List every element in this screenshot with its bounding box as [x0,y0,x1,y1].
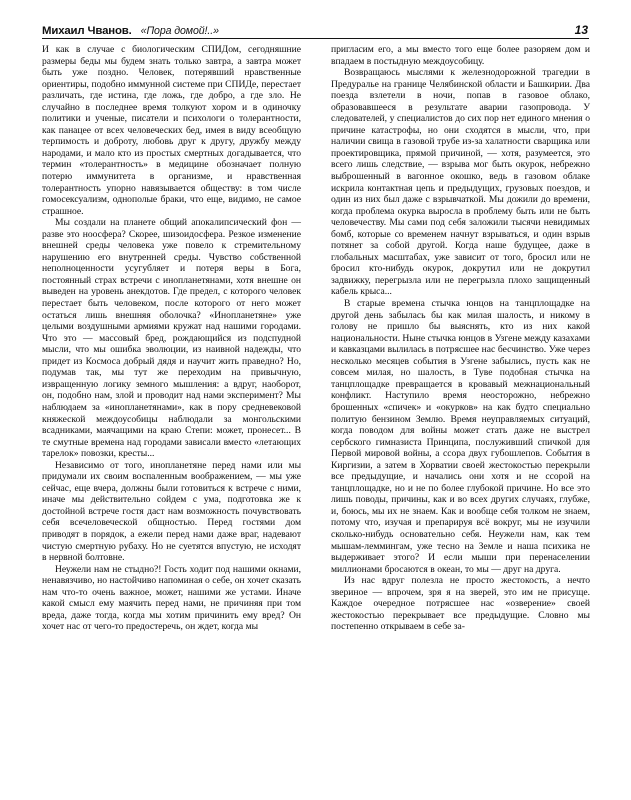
running-head-left [42,25,219,38]
column-right [331,44,590,633]
paragraph: пригласим его, а мы вместо того еще более разоряем дом и впадаем в постыдную междоусобицу. [331,44,590,67]
paragraph: И как в случае с биологическим СПИДом, сегодняшние размеры беды мы будем знать только завтра, а завтра может быть уже поздно. Человек, потерявший нравственные ориентиры, подобно иммунной системе при СПИДе, перестает различать, где истина, где ложь, где добро, а где зло. Не случайно в последнее время толкуют хором и в одиночку политики и ученые, писатели и психологи о толерантности, как панацее от всех человеческих бед, имея в виду всеобщую терпимость и доброту, любовь друг к другу, дружбу между народами, и мало кто из простых смертных догадывается, что термин «толерантность» в медицине обозначает полную потерю иммунитета в организме, и нравственная толерантность упорно навязывается обществу: в том числе гомосексуализм, однополые браки, что еще, видимо, не самое страшное. [42,44,301,217]
running-head-author: Михаил Чванов. [42,25,132,37]
paragraph: В старые времена стычка юнцов на танцплощадке на другой день забылась бы как милая шалость, и никому в голову не пришло бы выяснять, кто из них какой национальности. Ныне стычка юнцов в Узгене между казахами и кавказцами вылилась в потрясшее нас бесчинство. Уже через несколько месяцев события в Узгене забылись, пусть как не совсем милая, но шалость, в Туве подобная стычка на танцплощадке превращается в кровавый межнациональный конфликт. Наступило время неосторожно, небрежно брошенных «спичек» и «окурков» на как будто специально политую бензином Землю. Время неуправляемых ситуаций, когда поводом для войны может стать даже не выстрел сербского гимназиста Принципа, послуживший спичкой для Первой мировой войны, а ссора двух губошлепов. События в Киргизии, а затем в Хорватии своей жестокостью перекрыли все предыдущие, и начались они хотя и не ссорой на танцплощадке, но и не по более глубокой причине. Но все это лишь поводы, причины, как и во всех других случаях, глубже, и, боюсь, мы их не знаем. Как и вообще себя толком не знаем, потому что, изучая и препарируя всё вокруг, мы не изучили сколько-нибудь основательно себя. Неужели нам, как тем мышам-леммингам, уже тесно на Земле и наша психика не выдерживает этого? И если мыши при перенаселении миллионами бросаются в океан, то мы — друг на друга. [331,298,590,575]
running-head [42,18,589,39]
paragraph: Возвращаюсь мыслями к железнодорожной трагедии в Предуралье на границе Челябинской области и Башкирии. Два поезда взлетели в ночи, попав в газовое облако, образовавшееся в результате аварии газопровода. У следователей, у специалистов до сих пор нет единого мнения о причине катастрофы, но они сходятся в мысли, что, при наличии свища в газовой трубе из-за халатности сварщика или проектировщика, прямой причиной, — хотя, разумеется, это всего лишь следствие, — взрыва мог быть окурок, небрежно выброшенный в вагонное окошко, ведь в газовом облаке искрила контактная цепь и предыдущих, грузовых поездов, и один из них был даже с взрывчаткой. Мы дожили до времени, когда проблема окурка выросла в проблему быть или не быть человечеству. Мы сами под себя заложили тысячи невидимых бомб, которые со временем начнут взрываться, и один взрыв потянет за собой другой. Когда наше будущее, даже в глобальных масштабах, уже зависит от того, бросил или не бросил кто-нибудь окурок, докрутил или не докрутил задвижку, перегрызла или не перегрызла плохо защищенный кабель крыса... [331,67,590,298]
body-columns [42,44,590,633]
paragraph: Из нас вдруг полезла не просто жестокость, а нечто звериное — впрочем, зря я на зверей, это им не присуще. Каждое очередное потрясшее нас «озверение» своей жестокостью перекрывает все предыдущие. Словно мы постепенно открываем в себе за- [331,575,590,633]
column-left [42,44,301,633]
paragraph: Мы создали на планете общий апокалипсический фон — разве это ноосфера? Скорее, шизоидосфера. Резкое изменение внешней среды человека уже повело к стремительному нарушению его внутренней среды. Чувство собственной неполноценности усугубляет и потеря веры в Бога, постоянный страх встречи с инопланетянами, хотя внешне он выведен на уровень анекдотов. Где предел, с которого человек перестает быть человеком, после которого от него может остаться лишь внешняя оболочка? «Инопланетяне» уже целыми воздушными армиями кружат над нашими городами. Что это — массовый бред, рождающийся из подспудной мысли, что мы ошибка эволюции, из наивной надежды, что придет из Космоса добрый дядя и научит жить праведно? Но, подумав так, мы тут же переходим на привычную, извращенную логику земного мышления: а вдруг, наоборот, он, подобно нам, злой и проводит над нами эксперимент? Мы наблюдаем за «инопланетянами», как в пору средневековой княжеской междоусобицы наблюдали за монгольскими всадниками, маячащими на краю Степи: может, пронесет... В те смутные времена над городами зависали вместо «летающих тарелок» повозки, кресты... [42,217,301,460]
paragraph: Неужели нам не стыдно?! Гость ходит под нашими окнами, ненавязчиво, но настойчиво напоминая о себе, он хочет сказать нам что-то очень важное, может, нашими же устами. Иначе какой смысл ему маячить перед нами, не причиняя при том вреда, даже тогда, когда мы хотим причинить ему вред? Он хочет нас от чего-то предостеречь, он ждет, когда мы [42,563,301,633]
running-head-work-title: «Пора домой!..» [140,25,219,37]
page-number: 13 [574,23,588,37]
paragraph: Независимо от того, инопланетяне перед нами или мы придумали их своим воспаленным воображением, — мы уже сейчас, еще вчера, должны были готовиться к встрече с ними, иначе мы действительно сойдем с ума, подготовка же к достойной встрече гостя даст нам возможность почувствовать себя всечеловеческой общностью. Перед гостями дом приводят в порядок, а ежели перед нами даже враг, надевают чистую смертную рубаху. Но не суетятся впустую, не исходят в нервной болтовне. [42,459,301,564]
